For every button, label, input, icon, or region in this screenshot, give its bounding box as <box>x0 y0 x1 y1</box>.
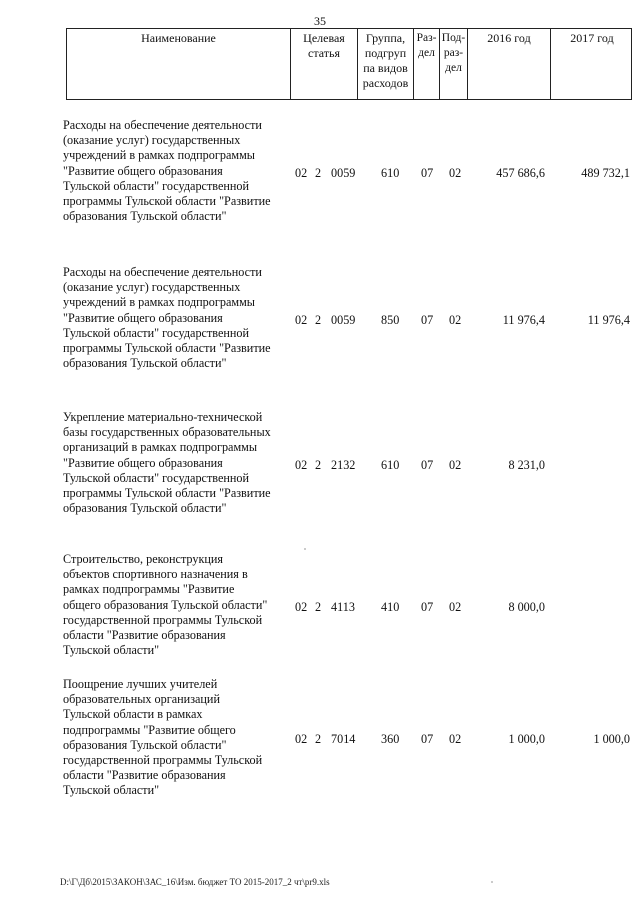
row-section: 07 <box>421 458 434 472</box>
row-group: 850 <box>381 313 400 327</box>
row-section: 07 <box>421 732 434 746</box>
row-group: 410 <box>381 600 400 614</box>
header-target-article: Целевая статья <box>290 29 357 99</box>
row-subsection: 02 <box>449 600 462 614</box>
row-code-program: 02 <box>295 600 308 614</box>
row-code-subprogram: 2 <box>315 313 322 327</box>
header-expense-group: Группа, подгруп па видов расходов <box>357 29 413 99</box>
row-code-program: 02 <box>295 166 308 180</box>
row-code-subprogram: 2 <box>315 600 322 614</box>
row-name: Строительство, реконструкция объектов спортивного назначения в рамках подпрограммы "Развитие общего образования Тульской области" государственной программы Тульской области "Развитие образования Тульской области" <box>63 552 268 658</box>
header-2017: 2017 год <box>550 29 633 99</box>
row-amount-2016: 8 231,0 <box>508 458 545 472</box>
row-subsection: 02 <box>449 732 462 746</box>
page-number: 35 <box>314 14 326 28</box>
row-subsection: 02 <box>449 313 462 327</box>
row-code-direction: 4113 <box>331 600 355 614</box>
row-section: 07 <box>421 313 434 327</box>
row-section: 07 <box>421 600 434 614</box>
row-subsection: 02 <box>449 166 462 180</box>
row-amount-2017: 1 000,0 <box>593 732 630 746</box>
row-section: 07 <box>421 166 434 180</box>
row-amount-2016: 11 976,4 <box>502 313 545 327</box>
row-group: 610 <box>381 458 400 472</box>
row-amount-2016: 1 000,0 <box>508 732 545 746</box>
row-code-subprogram: 2 <box>315 732 322 746</box>
scan-speck <box>491 881 493 883</box>
row-code-program: 02 <box>295 313 308 327</box>
file-path-footer: D:\Г\Дб\2015\ЗАКОН\ЗАС_16\Изм. бюджет ТО 2015-2017_2 чт\pr9.xls <box>60 877 330 887</box>
row-amount-2016: 8 000,0 <box>508 600 545 614</box>
header-section: Раз- дел <box>413 29 439 99</box>
header-subsection: Под- раз- дел <box>439 29 467 99</box>
row-group: 360 <box>381 732 400 746</box>
table-header <box>66 28 632 100</box>
row-code-program: 02 <box>295 458 308 472</box>
row-code-direction: 2132 <box>331 458 356 472</box>
row-code-program: 02 <box>295 732 308 746</box>
row-code-subprogram: 2 <box>315 458 322 472</box>
row-name: Расходы на обеспечение деятельности (оказание услуг) государственных учреждений в рамках подпрограммы "Развитие общего образования Тульской области" государственной программы Тульской области "Развитие образования Тульской области" <box>63 118 271 224</box>
row-code-direction: 7014 <box>331 732 356 746</box>
row-name: Поощрение лучших учителей образовательных организаций Тульской области в рамках подпрограммы "Развитие общего образования Тульской области" государственной программы Тульской области "Развитие образования Тульской области" <box>63 677 263 798</box>
row-name: Укрепление материально-технической базы государственных образовательных организаций в рамках подпрограммы "Развитие общего образования Тульской области" государственной программы Тульской области "Развитие образования Тульской области" <box>63 410 271 516</box>
row-amount-2017: 11 976,4 <box>587 313 630 327</box>
row-subsection: 02 <box>449 458 462 472</box>
row-code-direction: 0059 <box>331 313 356 327</box>
row-amount-2017: 489 732,1 <box>581 166 630 180</box>
header-2016: 2016 год <box>467 29 550 99</box>
scan-speck <box>304 548 306 550</box>
row-name: Расходы на обеспечение деятельности (оказание услуг) государственных учреждений в рамках подпрограммы "Развитие общего образования Тульской области" государственной программы Тульской области "Развитие образования Тульской области" <box>63 265 271 371</box>
row-code-subprogram: 2 <box>315 166 322 180</box>
row-amount-2016: 457 686,6 <box>496 166 545 180</box>
header-name: Наименование <box>141 31 216 45</box>
row-code-direction: 0059 <box>331 166 356 180</box>
row-group: 610 <box>381 166 400 180</box>
